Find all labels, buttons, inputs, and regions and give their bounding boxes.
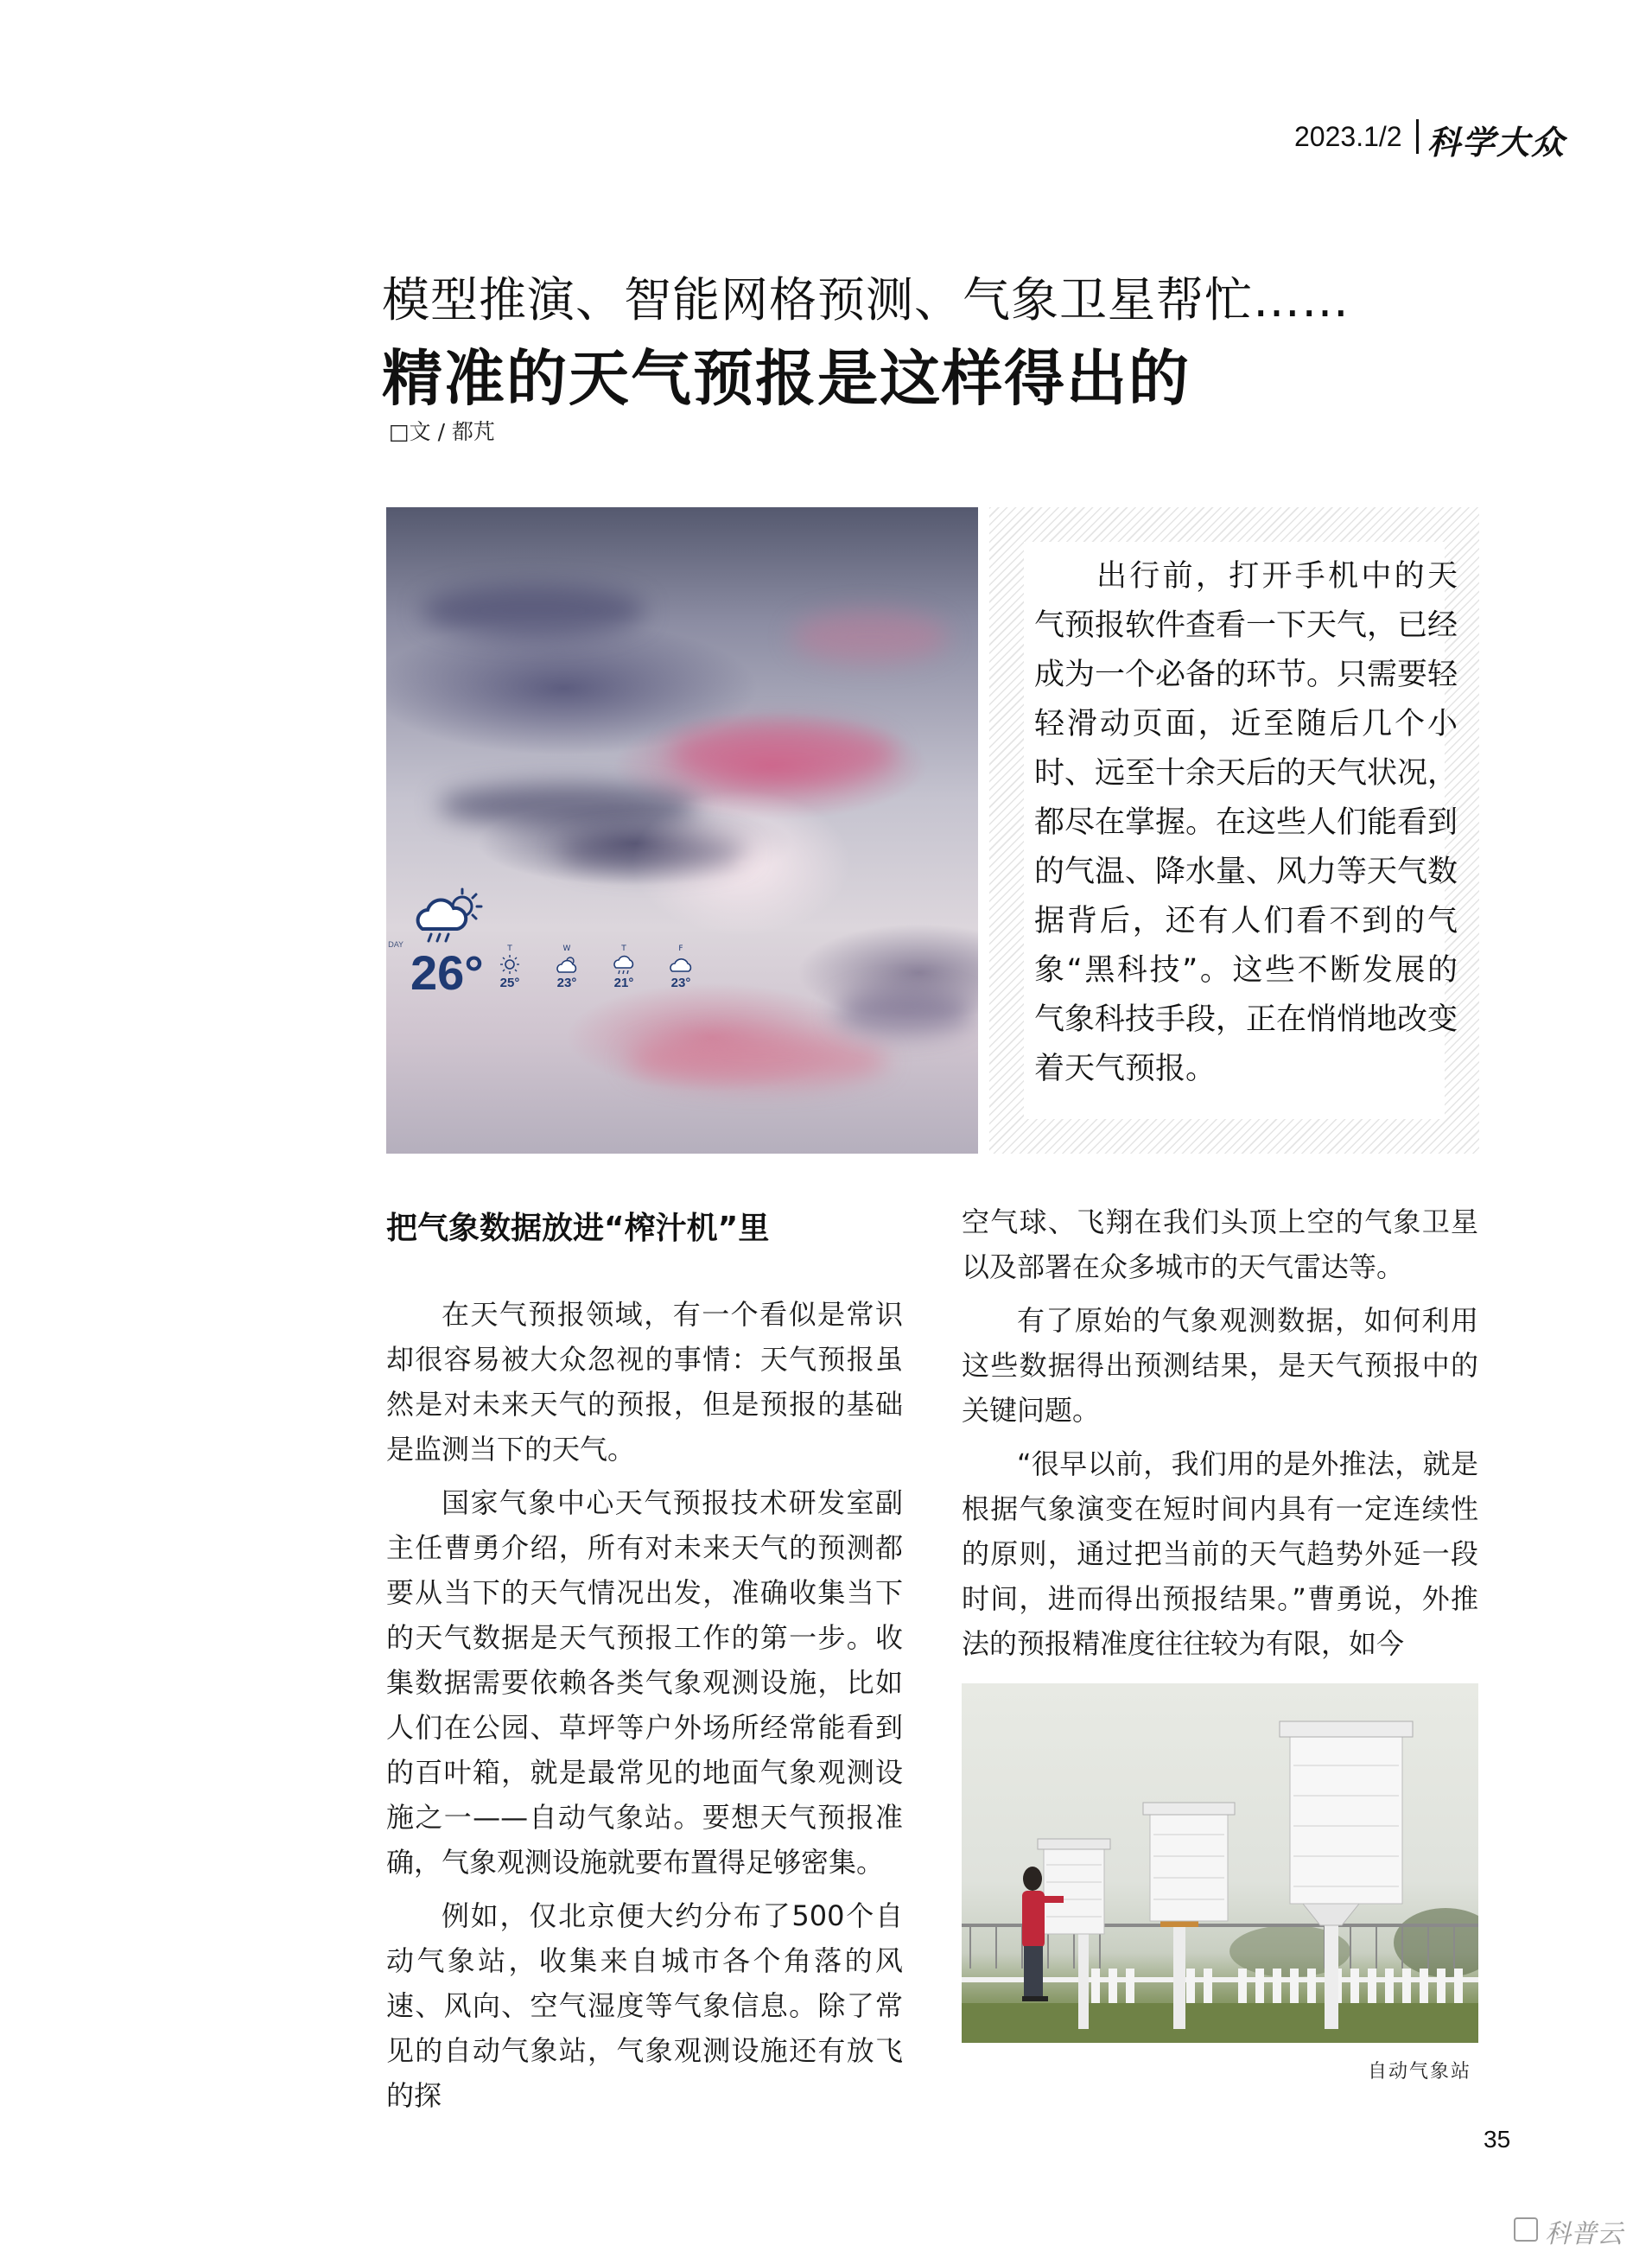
hero-sky-image [386,507,978,1154]
page-number: 35 [1484,2126,1511,2153]
body-paragraph: 有了原始的气象观测数据，如何利用这些数据得出预测结果，是天气预报中的关键问题。 [962,1304,1478,1427]
magazine-logo: 科学大众 [1427,123,1566,162]
article-kicker: 模型推演、智能网格预测、气象卫星帮忙…… [382,272,1350,328]
header-divider [1416,119,1419,154]
rain-cloud-sun-icon [412,887,490,948]
body-column-right [962,1199,1478,1675]
watermark-text: 科普云 [1545,2219,1623,2249]
weather-station-illustration [962,1683,1478,2043]
forecast-day [659,945,702,990]
day-temperature: 23° [670,976,691,990]
forecast-day [545,945,588,990]
body-column-left [386,1292,903,2127]
today-label: DAY [388,941,403,950]
intro-text: 出行前，打开手机中的天气预报软件查看一下天气，已经成为一个必备的环节。只需要轻轻滑动页面，近至随后几个小时、远至十余天后的天气状况，都尽在掌握。在这些人们能看到的气温、降水量、风力等天气数据背后，还有人们看不到的气象“黑科技”。这些不断发展的气象科技手段，正在悄悄地改变着天气预报。 [1034,559,1458,1086]
day-temperature: 25° [499,976,520,990]
article-title: 精准的天气预报是这样得出的 [382,343,1191,414]
day-temperature: 23° [556,976,577,990]
rain-cloud-icon [602,953,645,976]
day-temperature: 21° [613,976,634,990]
day-label: W [562,945,571,953]
body-paragraph: 在天气预报领域，有一个看似是常识却很容易被大众忽视的事情：天气预报虽然是对未来天气的预报，但是预报的基础是监测当下的天气。 [386,1298,903,1466]
weather-forecast-widget [386,887,732,1008]
intro-box [989,507,1479,1154]
forecast-day [602,945,645,990]
day-label: F [678,945,683,953]
forecast-day [488,945,531,990]
cloud-icon [659,953,702,976]
day-label: T [621,945,626,953]
watermark-logo-icon [1514,2217,1538,2242]
sun-icon [488,953,531,976]
photo-caption: 自动气象站 [1368,2061,1472,2083]
today-temperature: 26° [410,945,484,1000]
body-paragraph: 例如，仅北京便大约分布了500个自动气象站，收集来自城市各个角落的风速、风向、空气湿度等气象信息。除了常见的自动气象站，气象观测设施还有放飞的探 [386,1899,903,2112]
body-paragraph-continuation: 空气球、飞翔在我们头顶上空的气象卫星以及部署在众多城市的天气雷达等。 [962,1205,1478,1283]
byline: □文 / 都芃 [389,419,495,444]
partly-cloudy-icon [545,953,588,976]
issue-date: 2023.1/2 [1294,121,1402,152]
body-paragraph: “很早以前，我们用的是外推法，就是根据气象演变在短时间内具有一定连续性的原则，通过把当前的天气趋势外延一段时间，进而得出预报结果。”曹勇说，外推法的预报精准度往往较为有限，如今 [962,1447,1478,1660]
body-paragraph: 国家气象中心天气预报技术研发室副主任曹勇介绍，所有对未来天气的预测都要从当下的天气情况出发，准确收集当下的天气数据是天气预报工作的第一步。收集数据需要依赖各类气象观测设施，比如人们在公园、草坪等户外场所经常能看到的百叶箱，就是最常见的地面气象观测设施之一——自动气象站。要想天气预报准确，气象观测设施就要布置得足够密集。 [386,1486,903,1879]
section-heading: 把气象数据放进“榨汁机”里 [386,1211,770,1246]
day-label: T [507,945,512,953]
weather-station-photo [962,1683,1478,2043]
